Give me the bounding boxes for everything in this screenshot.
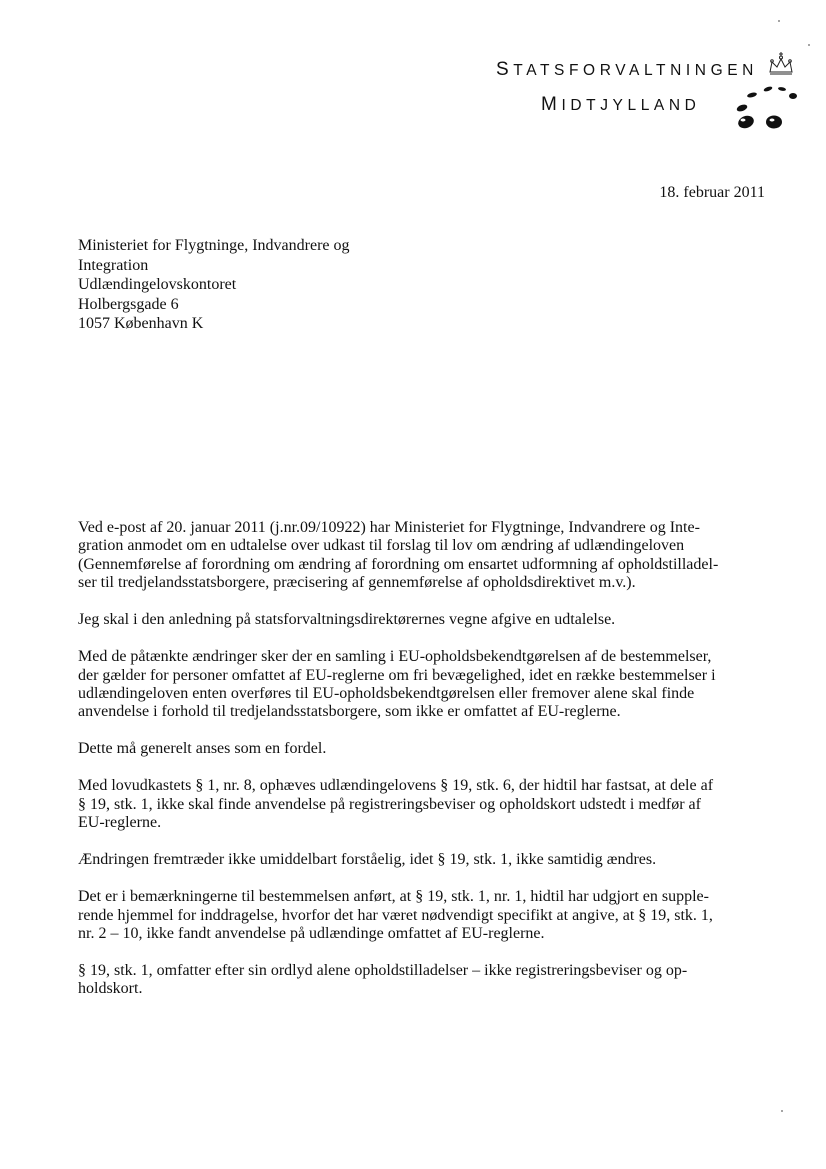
paragraph-line: holdskort. [78,980,143,998]
letterhead-organisation-initial: S [496,59,514,80]
address-line: Holbergsgade 6 [78,295,179,313]
body-paragraph [78,740,758,758]
body-paragraph [78,962,758,999]
paragraph-line: Ved e-post af 20. januar 2011 (j.nr.09/10922) har Ministeriet for Flygtninge, Indvandrere og Inte- [78,519,700,536]
letter-body [78,519,758,1017]
address-line: Integration [78,256,149,274]
paragraph-line: nr. 2 – 10, ikke fandt anvendelse på udlændinge omfattet af EU-reglerne. [78,925,545,943]
body-paragraph [78,519,758,593]
scan-speck [808,44,810,46]
body-paragraph [78,648,758,722]
letterhead-organisation-rest: TATSFORVALTNINGEN [513,62,758,79]
paragraph-line: Det er i bemærkningerne til bestemmelsen anført, at § 19, stk. 1, nr. 1, hidtil har udgjort en supple- [78,888,709,906]
letter-date: 18. februar 2011 [659,184,765,201]
body-paragraph [78,851,758,869]
paragraph-line: Med de påtænkte ændringer sker der en samling i EU-opholdsbekendtgørelsen af de bestemmelser, [78,648,712,666]
paragraph-line: Med lovudkastets § 1, nr. 8, ophæves udlændingelovens § 19, stk. 6, der hidtil har fastsat, at dele af [78,777,714,795]
paragraph-line: Jeg skal i den anledning på statsforvaltningsdirektørernes vegne afgive en udtalelse. [78,611,616,629]
letterhead-region [541,94,700,116]
address-line: Ministeriet for Flygtninge, Indvandrere og [78,237,350,254]
paragraph-line: § 19, stk. 1, ikke skal finde anvendelse på registreringsbeviser og opholdskort udstedt i medfør af [78,795,701,813]
paragraph-line: anvendelse i forhold til tredjelandsstatsborgere, som ikke er omfattet af EU-reglerne. [78,703,621,721]
scan-speck [778,20,780,22]
paragraph-line: (Gennemførelse af forordning om ændring af forordning om ensartet udformning af opholdstilladel- [78,555,719,573]
paragraph-line: ser til tredjelandsstatsborgere, præcisering af gennemførelse af opholdsdirektivet m.v.). [78,574,636,592]
paragraph-line: udlændingeloven enten overføres til EU-opholdsbekendtgørelsen eller fremover alene skal finde [78,685,695,703]
letterhead-organisation [496,59,758,81]
body-paragraph [78,611,758,629]
paragraph-line: gration anmodet om en udtalelse over udkast til forslag til lov om ændring af udlændingeloven [78,537,685,555]
paragraph-line: der gælder for personer omfattet af EU-reglerne om fri bevægelighed, idet en række bestemmelser i [78,666,716,684]
paragraph-line: § 19, stk. 1, omfatter efter sin ordlyd alene opholdstilladelser – ikke registreringsbeviser og op- [78,962,688,980]
recipient-address [78,236,350,334]
paragraph-line: rende hjemmel for inddragelse, hvorfor det har været nødvendigt specifikt at angive, at § 19, stk. 1, [78,906,713,924]
scan-speck [781,1110,783,1112]
paragraph-line: EU-reglerne. [78,814,162,832]
body-paragraph [78,777,758,832]
crown-dots-logo-icon [730,50,798,132]
paragraph-line: Dette må generelt anses som en fordel. [78,740,327,758]
paragraph-line: Ændringen fremtræder ikke umiddelbart forståelig, idet § 19, stk. 1, ikke samtidig ændres. [78,851,657,869]
letterhead-region-initial: M [541,94,562,115]
letterhead-region-rest: IDTJYLLAND [561,97,701,114]
address-line: 1057 København K [78,315,204,332]
body-paragraph [78,888,758,943]
address-line: Udlændingelovskontoret [78,276,237,293]
